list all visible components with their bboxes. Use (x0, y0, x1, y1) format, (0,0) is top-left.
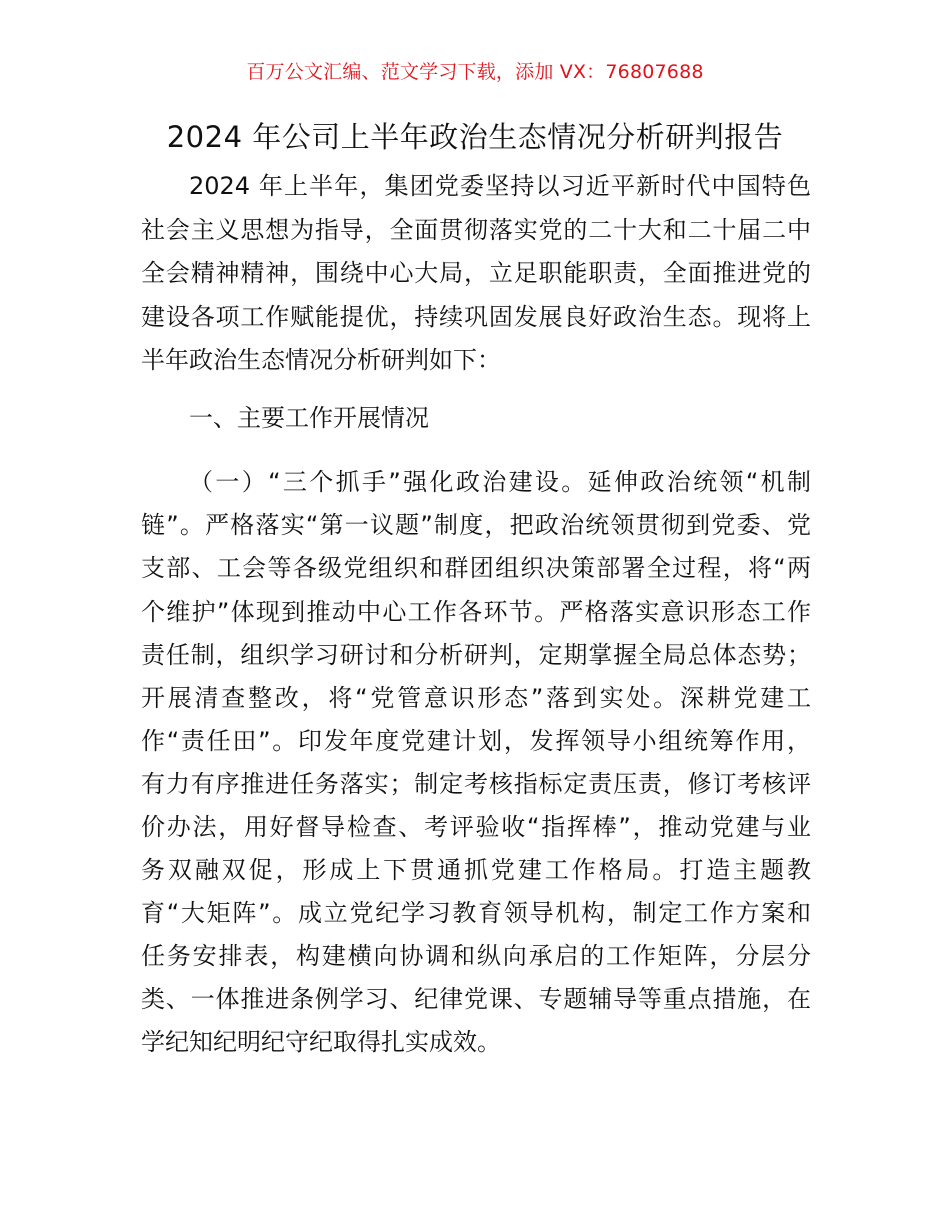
paragraph-line: （一）“三个抓手”强化政治建设。延伸政治统领“机制 (189, 468, 811, 496)
paragraph-line: 务双融双促，形成上下贯通抓党建工作格局。打造主题教 (141, 856, 811, 884)
document-title: 2024 年公司上半年政治生态情况分析研判报告 (166, 120, 784, 154)
paragraph-line: 个维护”体现到推动中心工作各环节。严格落实意识形态工作 (141, 598, 811, 626)
paragraph-line: 社会主义思想为指导，全面贯彻落实党的二十大和二十届二中 (141, 216, 811, 244)
watermark-banner: 百万公文汇编、范文学习下载，添加 VX：76807688 (246, 61, 704, 83)
paragraph-line: 价办法，用好督导检查、考评验收“指挥棒”，推动党建与业 (141, 813, 811, 841)
paragraph-line: 有力有序推进任务落实；制定考核指标定责压责，修订考核评 (141, 770, 811, 798)
paragraph-line: 开展清查整改，将“党管意识形态”落到实处。深耕党建工 (141, 684, 811, 712)
paragraph-line: 2024 年上半年，集团党委坚持以习近平新时代中国特色 (189, 172, 811, 200)
paragraph-line: 育“大矩阵”。成立党纪学习教育领导机构，制定工作方案和 (141, 899, 811, 927)
paragraph-line: 任务安排表，构建横向协调和纵向承启的工作矩阵，分层分 (141, 942, 811, 970)
paragraph-line: 类、一体推进条例学习、纪律党课、专题辅导等重点措施，在 (141, 985, 811, 1013)
paragraph-line: 半年政治生态情况分析研判如下： (141, 346, 501, 374)
paragraph-line: 责任制，组织学习研讨和分析研判，定期掌握全局总体态势； (141, 641, 811, 669)
section-heading: 一、主要工作开展情况 (189, 404, 429, 432)
paragraph-line: 学纪知纪明纪守纪取得扎实成效。 (141, 1028, 501, 1056)
paragraph-line: 全会精神精神，围绕中心大局，立足职能职责，全面推进党的 (141, 259, 811, 287)
paragraph-line: 作“责任田”。印发年度党建计划，发挥领导小组统筹作用， (141, 727, 811, 755)
paragraph-line: 链”。严格落实“第一议题”制度，把政治统领贯彻到党委、党 (141, 511, 811, 539)
paragraph-line: 支部、工会等各级党组织和群团组织决策部署全过程，将“两 (141, 554, 811, 582)
paragraph-line: 建设各项工作赋能提优，持续巩固发展良好政治生态。现将上 (141, 303, 811, 331)
